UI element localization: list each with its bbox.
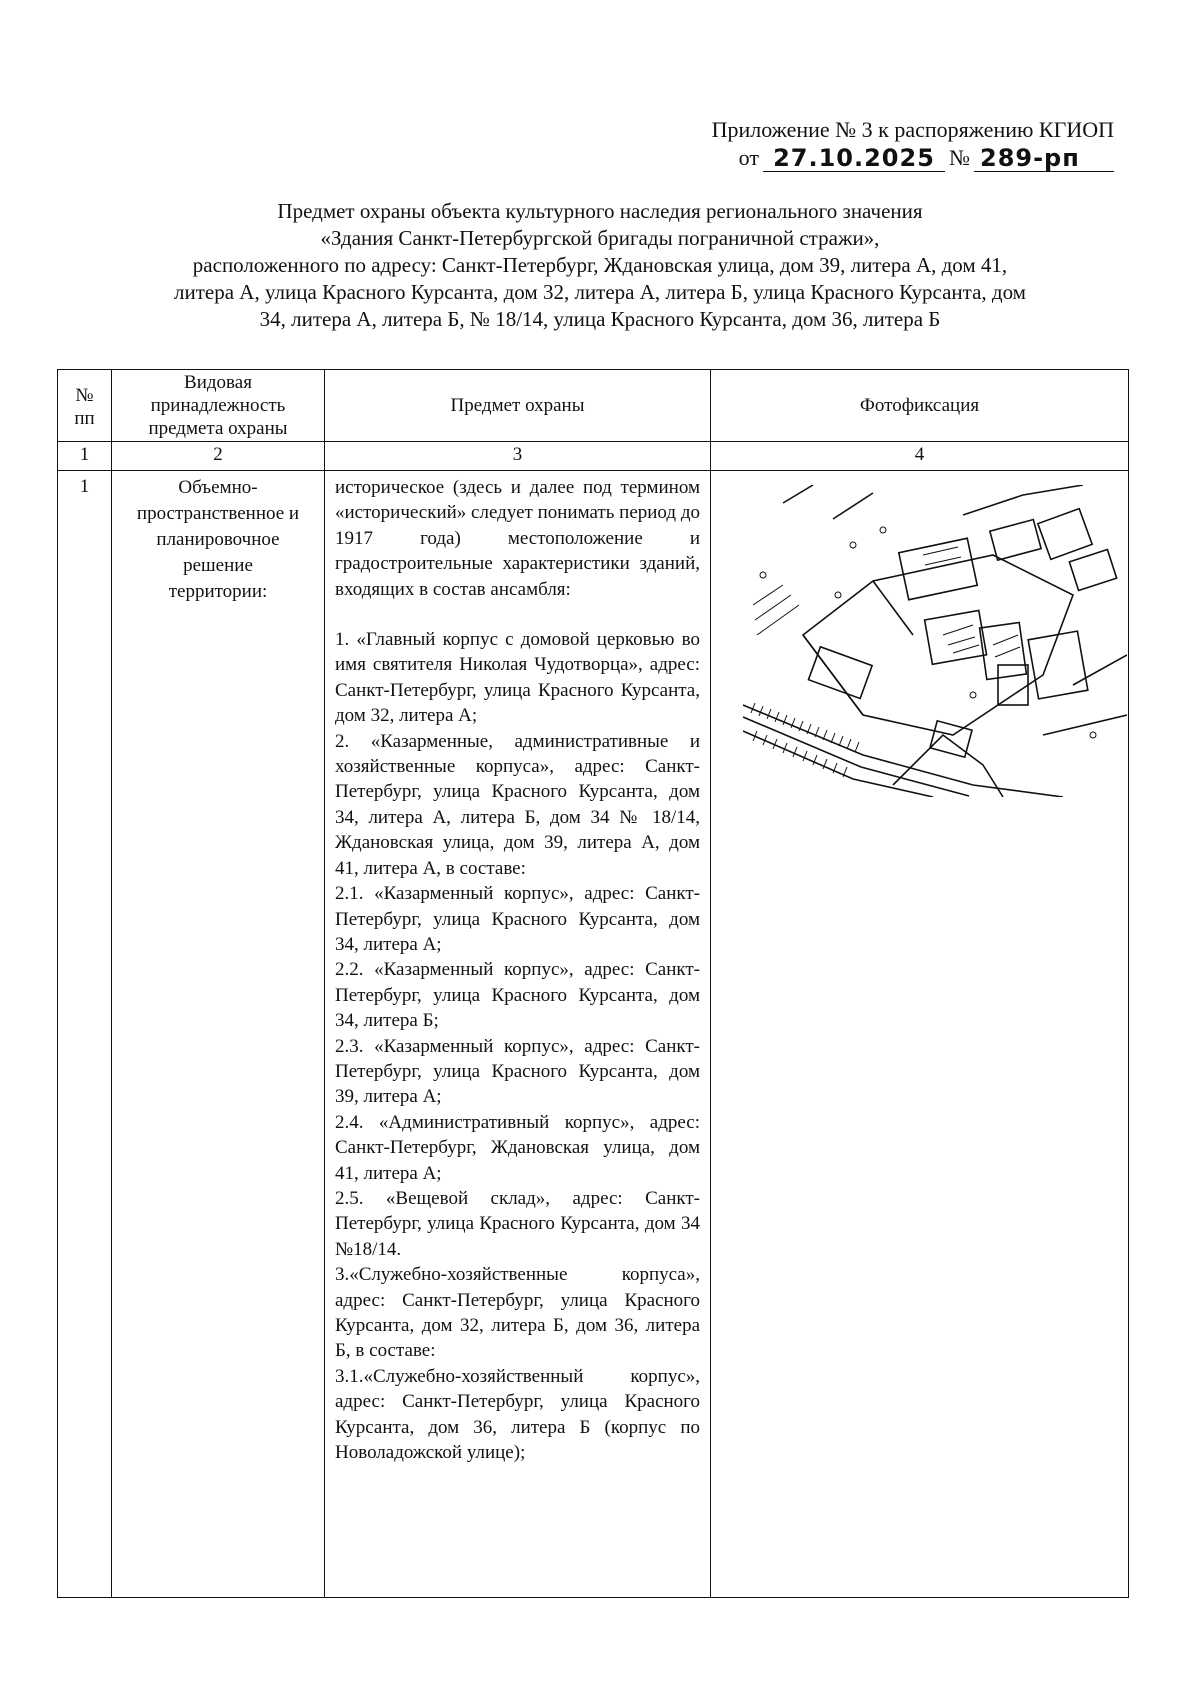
row-type-line: Объемно- <box>178 477 258 498</box>
column-index: 1 <box>58 442 112 471</box>
order-reference <box>712 144 1114 172</box>
row-photo-cell <box>711 471 1129 1598</box>
header-number-line: № <box>75 384 94 406</box>
header-type-line: Видовая <box>184 372 252 393</box>
number-label: № <box>949 145 970 170</box>
header-type-line: принадлежность <box>150 395 286 416</box>
site-plan-map <box>743 485 1127 797</box>
table-header-row <box>58 370 1129 442</box>
row-subject-text <box>325 471 711 1598</box>
subject-intro: историческое (здесь и далее под термином «исторический» следует понимать период до 1917 года) местоположение и градостроительные характеристики зданий, входящих в состав ансамбля: <box>335 477 700 600</box>
row-type-line: территории: <box>168 581 268 602</box>
appendix-label: Приложение № 3 к распоряжению КГИОП <box>711 117 1114 142</box>
row-type-line: решение <box>183 555 253 576</box>
order-number: 289-рп <box>974 145 1114 172</box>
column-index: 4 <box>711 442 1129 471</box>
column-index-row <box>58 442 1129 471</box>
subject-item: 2.3. «Казарменный корпус», адрес: Санкт-Петербург, улица Красного Курсанта, дом 39, литера А; <box>335 1035 700 1108</box>
subject-item: 2.5. «Вещевой склад», адрес: Санкт-Петербург, улица Красного Курсанта, дом 34 №18/14. <box>335 1187 700 1260</box>
document-header <box>712 116 1114 172</box>
title-line: 34, литера А, литера Б, № 18/14, улица Красного Курсанта, дом 36, литера Б <box>259 307 941 331</box>
document-title <box>100 198 1100 333</box>
table-row <box>58 471 1129 1598</box>
subject-item: 2. «Казарменные, административные и хозяйственные корпуса», адрес: Санкт-Петербург, улица Красного Курсанта, дом 34, литера А, литера Б, дом 34 № 18/14, Ждановская улица, дом 39, литера А, дом 41, литера А, в составе: <box>335 730 700 879</box>
column-index: 3 <box>325 442 711 471</box>
row-number: 1 <box>58 471 112 1598</box>
row-type-line: пространственное и <box>136 503 300 524</box>
row-type-line: планировочное <box>156 529 280 550</box>
subject-item: 2.4. «Административный корпус», адрес: Санкт-Петербург, Ждановская улица, дом 41, литера А; <box>335 1111 700 1184</box>
header-photo: Фотофиксация <box>711 370 1129 442</box>
title-line: «Здания Санкт-Петербургской бригады пограничной стражи», <box>320 226 880 250</box>
column-index: 2 <box>112 442 325 471</box>
row-type <box>112 471 325 1598</box>
title-line: литера А, улица Красного Курсанта, дом 32, литера А, литера Б, улица Красного Курсанта, дом <box>174 280 1026 304</box>
header-type-line: предмета охраны <box>148 418 288 439</box>
from-label: от <box>738 145 759 170</box>
subject-item: 3.1.«Служебно-хозяйственный корпус», адрес: Санкт-Петербург, улица Красного Курсанта, дом 36, литера Б (корпус по Новоладожской улице); <box>335 1365 700 1464</box>
subject-item: 2.2. «Казарменный корпус», адрес: Санкт-Петербург, улица Красного Курсанта, дом 34, литера Б; <box>335 959 700 1032</box>
subject-item: 3.«Служебно-хозяйственные корпуса», адрес: Санкт-Петербург, улица Красного Курсанта, дом 32, литера Б, дом 36, литера Б, в составе: <box>335 1264 700 1362</box>
header-number-line: пп <box>74 407 95 429</box>
subject-item: 2.1. «Казарменный корпус», адрес: Санкт-Петербург, улица Красного Курсанта, дом 34, литера А; <box>335 883 700 955</box>
subject-item: 1. «Главный корпус с домовой церковью во имя святителя Николая Чудотворца», адрес: Санкт-Петербург, улица Красного Курсанта, дом 32, литера А; <box>335 629 700 727</box>
header-number <box>58 370 112 442</box>
order-date: 27.10.2025 <box>763 145 945 172</box>
title-line: Предмет охраны объекта культурного наследия регионального значения <box>277 199 923 223</box>
header-type <box>112 370 325 442</box>
header-subject: Предмет охраны <box>325 370 711 442</box>
title-line: расположенного по адресу: Санкт-Петербург, Ждановская улица, дом 39, литера А, дом 41, <box>192 253 1008 277</box>
protection-subject-table <box>57 369 1129 1598</box>
